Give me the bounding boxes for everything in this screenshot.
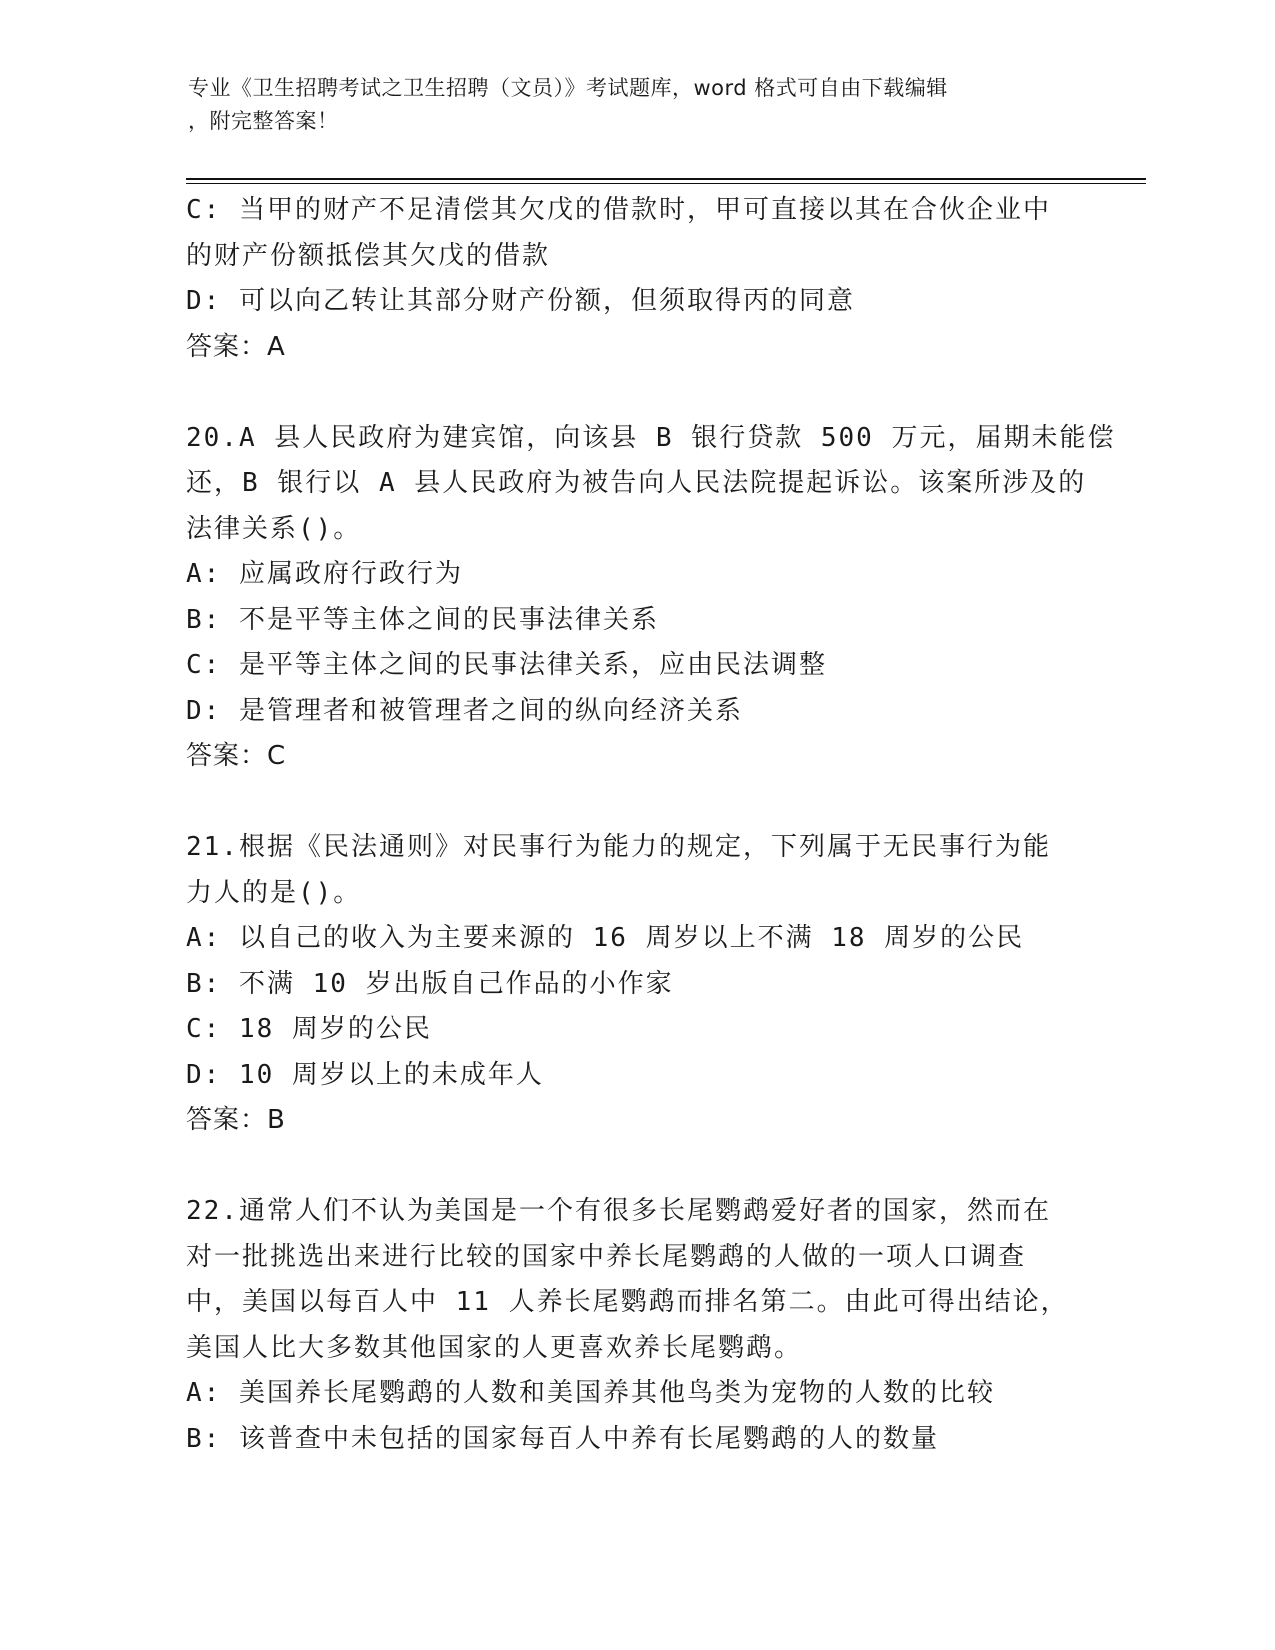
header-line-1: 专业《卫生招聘考试之卫生招聘（文员）》考试题库，word 格式可自由下载编辑 xyxy=(188,76,948,100)
option-d: D: 可以向乙转让其部分财产份额，但须取得丙的同意 xyxy=(186,286,855,316)
option-a: A: 以自己的收入为主要来源的 16 周岁以上不满 18 周岁的公民 xyxy=(186,923,1025,953)
question-20 xyxy=(186,416,1116,780)
question-19-tail xyxy=(186,188,1086,370)
option-a: A: 美国养长尾鹦鹉的人数和美国养其他鸟类为宠物的人数的比较 xyxy=(186,1378,995,1408)
option-b: B: 该普查中未包括的国家每百人中养有长尾鹦鹉的人的数量 xyxy=(186,1423,939,1454)
spacer xyxy=(186,370,1086,416)
option-c: C: 18 周岁的公民 xyxy=(186,1014,432,1044)
spacer xyxy=(186,780,1086,826)
header-line-2: ，附完整答案！ xyxy=(188,109,339,133)
option-b: B: 不是平等主体之间的民事法律关系 xyxy=(186,604,659,635)
question-stem-line-2: 还，B 银行以 A 县人民政府为被告向人民法院提起诉讼。该案所涉及的 xyxy=(186,468,1087,498)
question-stem-line-2: 力人的是()。 xyxy=(186,877,362,908)
question-stem-line-3: 法律关系()。 xyxy=(186,513,362,544)
answer-line: 答案：A xyxy=(186,331,286,362)
question-22 xyxy=(186,1189,1086,1462)
question-stem-line-1: 20.A 县人民政府为建宾馆，向该县 B 银行贷款 500 万元，届期未能偿 xyxy=(186,422,1116,453)
question-stem-line-1: 22.通常人们不认为美国是一个有很多长尾鹦鹉爱好者的国家，然而在 xyxy=(186,1196,1051,1226)
option-a: A: 应属政府行政行为 xyxy=(186,559,463,589)
option-d: D: 是管理者和被管理者之间的纵向经济关系 xyxy=(186,695,743,726)
question-stem-line-2: 对一批挑选出来进行比较的国家中养长尾鹦鹉的人做的一项人口调查 xyxy=(186,1241,1027,1272)
option-d: D: 10 周岁以上的未成年人 xyxy=(186,1059,544,1090)
option-c-line-2: 的财产份额抵偿其欠戊的借款 xyxy=(186,240,551,271)
question-21 xyxy=(186,825,1086,1144)
answer-line: 答案：B xyxy=(186,1105,286,1135)
spacer xyxy=(186,1144,1086,1190)
page-header xyxy=(188,72,1068,138)
answer-line: 答案：C xyxy=(186,741,287,771)
document-body xyxy=(186,188,1116,1462)
option-c-line-1: C: 当甲的财产不足清偿其欠戊的借款时，甲可直接以其在合伙企业中 xyxy=(186,195,1051,225)
option-c: C: 是平等主体之间的民事法律关系，应由民法调整 xyxy=(186,650,827,680)
option-b: B: 不满 10 岁出版自己作品的小作家 xyxy=(186,968,674,999)
question-stem-line-4: 美国人比大多数其他国家的人更喜欢养长尾鹦鹉。 xyxy=(186,1332,803,1363)
header-rule-thick xyxy=(186,178,1146,180)
question-stem-line-3: 中，美国以每百人中 11 人养长尾鹦鹉而排名第二。由此可得出结论， xyxy=(186,1287,1069,1317)
question-stem-line-1: 21.根据《民法通则》对民事行为能力的规定，下列属于无民事行为能 xyxy=(186,832,1051,862)
header-rule-thin xyxy=(186,183,1146,184)
